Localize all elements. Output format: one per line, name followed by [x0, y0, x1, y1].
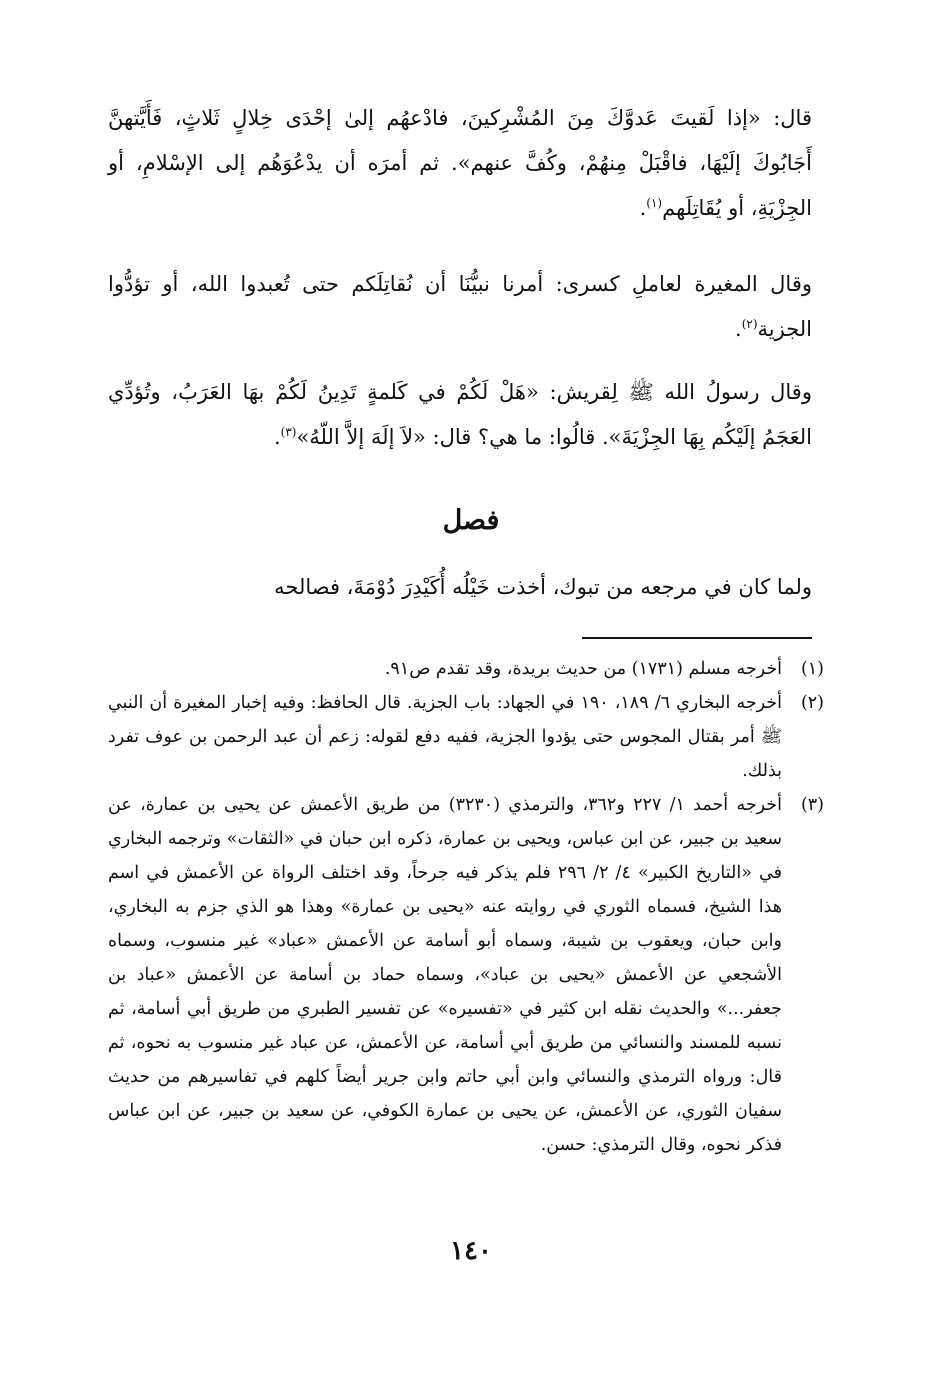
page-number: ١٤٠: [450, 1236, 492, 1266]
section-heading: [0, 505, 942, 536]
paragraph-3-text: وقال رسولُ الله ﷺ لِقريش: «هَلْ لَكُمْ في كَلمةٍ تَدِينُ لَكُمْ بهَا العَرَبُ، وتُؤدِّي العَجَمُ إلَيْكُم بِهَا الجِزْيَةَ». قالُوا: ما هي؟ قال: «لاَ إلَهَ إلاَّ اللّهُ»: [108, 380, 812, 449]
footnote-text: أخرجه أحمد ١/ ٢٢٧ و٣٦٢، والترمذي (٣٢٣٠) من طريق الأعمش عن يحيى بن عمارة، عن سعيد بن جبير، عن ابن عباس، ويحيى بن عمارة، ذكره ابن حبان في «الثقات» وترجمه البخاري في «التاريخ الكبير» ٤/ ٢/ ٢٩٦ فلم يذكر فيه جرحاً، وقد اختلف الرواة عن الأعمش في اسم هذا الشيخ، فسماه الثوري في روايته عنه «يحيى بن عمارة» وهذا هو الذي جزم به البخاري، وابن حبان، ويعقوب بن شيبة، وسماه أبو أسامة عن الأعمش «عباد» غير منسوب، وسماه الأشجعي عن الأعمش «يحيى بن عباد»، وسماه حماد بن أسامة عن الأعمش «عباد بن جعفر...» والحديث نقله ابن كثير في «تفسيره» عن تفسير الطبري من طريق أبي أسامة، ثم نسبه للمسند والنسائي من طريق أبي أسامة، عن الأعمش، عن عباد غير منسوب به نحوه، ثم قال: ورواه الترمذي والنسائي وابن أبي حاتم وابن جرير أيضاً كلهم في تفاسيرهم من حديث سفيان الثوري، عن الأعمش، عن يحيى بن عمارة الكوفي، عن سعيد بن جبير، عن ابن عباس فذكر نحوه، وقال الترمذي: حسن.: [108, 795, 782, 1155]
section-paragraph: [108, 565, 812, 610]
footnote-1: [108, 652, 824, 686]
paragraph-3: وقال رسولُ الله ﷺ لِقريش: «هَلْ لَكُمْ في كَلمةٍ تَدِينُ لَكُمْ بهَا العَرَبُ، وتُؤدِّي العَجَمُ إلَيْكُم بِهَا الجِزْيَةَ». قالُوا: ما هي؟ قال: «لاَ إلَهَ إلاَّ اللّهُ»$^{(٣)}$.: [108, 380, 812, 449]
footnote-separator: [582, 637, 812, 639]
footnote-ref-1[interactable]: (١): [646, 196, 663, 210]
footnote-number: (١): [800, 659, 824, 679]
footnote-text: أخرجه مسلم (١٧٣١) من حديث بريدة، وقد تقدم ص٩١.: [384, 659, 782, 679]
paragraph-2-text: وقال المغيرة لعاملِ كسرى: أمرنا نبيُّنَا أن نُقاتِلَكم حتى تُعبدوا الله، أو تؤدُّوا الجزية: [108, 272, 812, 341]
paragraph-1: قال: «إذا لَقيتَ عَدوَّكَ مِنَ المُشْرِكينَ، فادْعهُم إلىٰ إحْدَى خِلالٍ ثَلاثٍ، فَأَيَّتهنَّ أَجَابُوكَ إلَيْهَا، فاقْبَلْ مِنهُمْ، وكُفَّ عنهم». ثم أمرَه أن يدْعُوَهُم إلى الإسْلامِ، أو الجِزْيَةِ، أو يُقَاتِلَهم$^{(١)}$.: [108, 106, 812, 220]
paragraph-2: وقال المغيرة لعاملِ كسرى: أمرنا نبيُّنَا أن نُقاتِلَكم حتى تُعبدوا الله، أو تؤدُّوا الجزية$^{(٢)}$.: [108, 272, 812, 341]
section-paragraph-text: ولما كان في مرجعه من تبوك، أخذت خَيْلُه أُكَيْدِرَ دُوْمَةَ، فصالحه: [274, 575, 812, 599]
footnote-ref-3[interactable]: (٣): [280, 425, 297, 439]
footnote-3: [108, 788, 824, 1162]
footnotes: [108, 652, 824, 1162]
paragraph-1-text: قال: «إذا لَقيتَ عَدوَّكَ مِنَ المُشْرِكينَ، فادْعهُم إلىٰ إحْدَى خِلالٍ ثَلاثٍ، فَأَيَّتهنَّ أَجَابُوكَ إلَيْهَا، فاقْبَلْ مِنهُمْ، وكُفَّ عنهم». ثم أمرَه أن يدْعُوَهُم إلى الإسْلامِ، أو الجِزْيَةِ، أو يُقَاتِلَهم: [108, 106, 812, 220]
footnote-number: (٢): [800, 693, 824, 713]
footnote-number: (٣): [800, 795, 824, 815]
footnote-ref-2[interactable]: (٢): [741, 317, 758, 331]
footnote-2: [108, 686, 824, 788]
section-heading-text: فصل: [442, 505, 500, 536]
footnote-text: أخرجه البخاري ٦/ ١٨٩، ١٩٠ في الجهاد: باب الجزية. قال الحافظ: وفيه إخبار المغيرة أن النبي ﷺ أمر بقتال المجوس حتى يؤدوا الجزية، ففيه دفع لقوله: زعم أن عبد الرحمن بن عوف تفرد بذلك.: [108, 693, 782, 781]
